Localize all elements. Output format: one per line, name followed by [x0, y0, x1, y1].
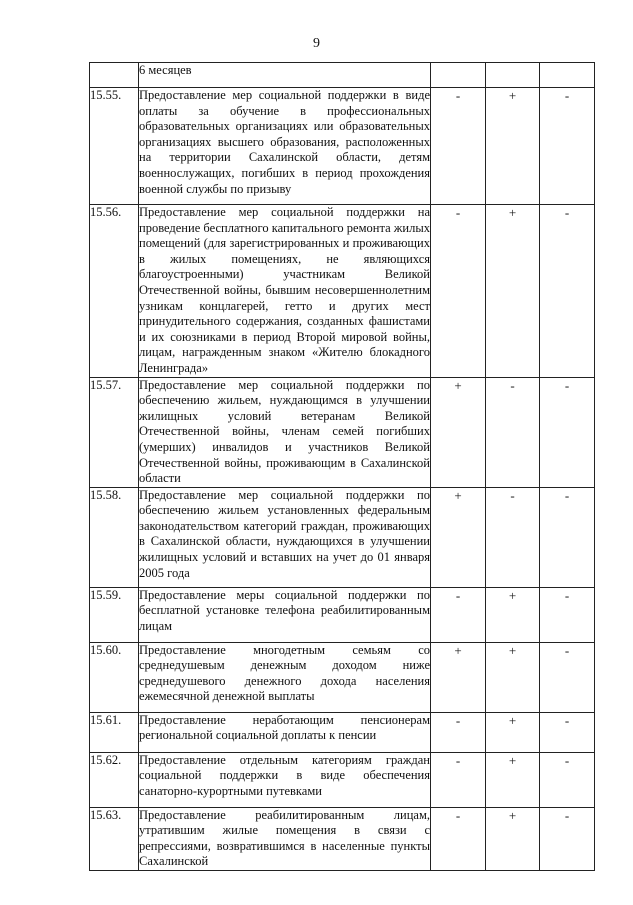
row-mark-2: -	[486, 377, 540, 487]
row-mark-2: +	[486, 88, 540, 205]
row-number	[90, 63, 139, 88]
row-number: 15.62.	[90, 752, 139, 807]
row-mark-1	[431, 63, 486, 88]
row-mark-1: -	[431, 205, 486, 378]
row-mark-3: -	[540, 377, 595, 487]
row-mark-3: -	[540, 205, 595, 378]
row-mark-2: +	[486, 752, 540, 807]
table-row	[90, 587, 595, 642]
services-table	[89, 62, 595, 871]
row-description: Предоставление меры социальной поддержки по бесплатной установке телефона реабилитированным лицам	[139, 587, 431, 642]
table-row	[90, 712, 595, 752]
row-mark-2: +	[486, 205, 540, 378]
row-mark-3	[540, 63, 595, 88]
row-mark-2: +	[486, 807, 540, 870]
row-number: 15.60.	[90, 642, 139, 712]
row-mark-3: -	[540, 642, 595, 712]
row-mark-3: -	[540, 712, 595, 752]
row-number: 15.55.	[90, 88, 139, 205]
row-description: Предоставление многодетным семьям со среднедушевым денежным доходом ниже среднедушевого денежного дохода населения ежемесячной денежной выплаты	[139, 642, 431, 712]
table-row	[90, 807, 595, 870]
row-mark-2: +	[486, 587, 540, 642]
row-description: Предоставление мер социальной поддержки на проведение бесплатного капитального ремонта жилых помещений (для зарегистрированных и проживающих в жилых помещениях, не являющихся благоустроенными) участникам Великой Отечественной войны, бывшим несовершеннолетним узникам концлагерей, гетто и других мест принудительного содержания, созданных фашистами и их союзниками в период Второй мировой войны, лицам, награжденным знаком «Жителю блокадного Ленинграда»	[139, 205, 431, 378]
row-mark-3: -	[540, 587, 595, 642]
table-row	[90, 752, 595, 807]
row-number: 15.58.	[90, 487, 139, 587]
row-mark-2: -	[486, 487, 540, 587]
page-number: 9	[313, 36, 320, 51]
row-mark-1: -	[431, 88, 486, 205]
row-number: 15.63.	[90, 807, 139, 870]
row-mark-2	[486, 63, 540, 88]
row-description: 6 месяцев	[139, 63, 431, 88]
row-mark-1: +	[431, 377, 486, 487]
table-row	[90, 487, 595, 587]
row-mark-1: +	[431, 642, 486, 712]
table-row	[90, 88, 595, 205]
row-number: 15.61.	[90, 712, 139, 752]
row-mark-2: +	[486, 712, 540, 752]
row-description: Предоставление мер социальной поддержки в виде оплаты за обучение в профессиональных образовательных организациях или образовательных организациях высшего образования, расположенных на территории Сахалинской области, детям военнослужащих, погибших в период прохождения военной службы по призыву	[139, 88, 431, 205]
table-row	[90, 63, 595, 88]
row-description: Предоставление мер социальной поддержки по обеспечению жильем, нуждающимся в улучшении жилищных условий ветеранам Великой Отечественной войны, членам семей погибших (умерших) инвалидов и участников Великой Отечественной войны, проживающим в Сахалинской области	[139, 377, 431, 487]
row-mark-2: +	[486, 642, 540, 712]
row-description: Предоставление отдельным категориям граждан социальной поддержки в виде обеспечения санаторно-курортными путевками	[139, 752, 431, 807]
row-mark-1: -	[431, 752, 486, 807]
row-description: Предоставление реабилитированным лицам, утратившим жилые помещения в связи с репрессиями, возвратившимся в населенные пункты Сахалинской	[139, 807, 431, 870]
table-row	[90, 205, 595, 378]
row-mark-3: -	[540, 807, 595, 870]
row-number: 15.57.	[90, 377, 139, 487]
row-mark-1: +	[431, 487, 486, 587]
row-number: 15.59.	[90, 587, 139, 642]
row-mark-3: -	[540, 752, 595, 807]
row-mark-3: -	[540, 88, 595, 205]
row-description: Предоставление мер социальной поддержки по обеспечению жильем установленных федеральным законодательством категорий граждан, проживающих в Сахалинской области, нуждающихся в улучшении жилищных условий и вставших на учет до 01 января 2005 года	[139, 487, 431, 587]
row-mark-1: -	[431, 587, 486, 642]
row-mark-1: -	[431, 712, 486, 752]
row-description: Предоставление неработающим пенсионерам региональной социальной доплаты к пенсии	[139, 712, 431, 752]
row-mark-3: -	[540, 487, 595, 587]
row-number: 15.56.	[90, 205, 139, 378]
table-row	[90, 377, 595, 487]
row-mark-1: -	[431, 807, 486, 870]
table-row	[90, 642, 595, 712]
